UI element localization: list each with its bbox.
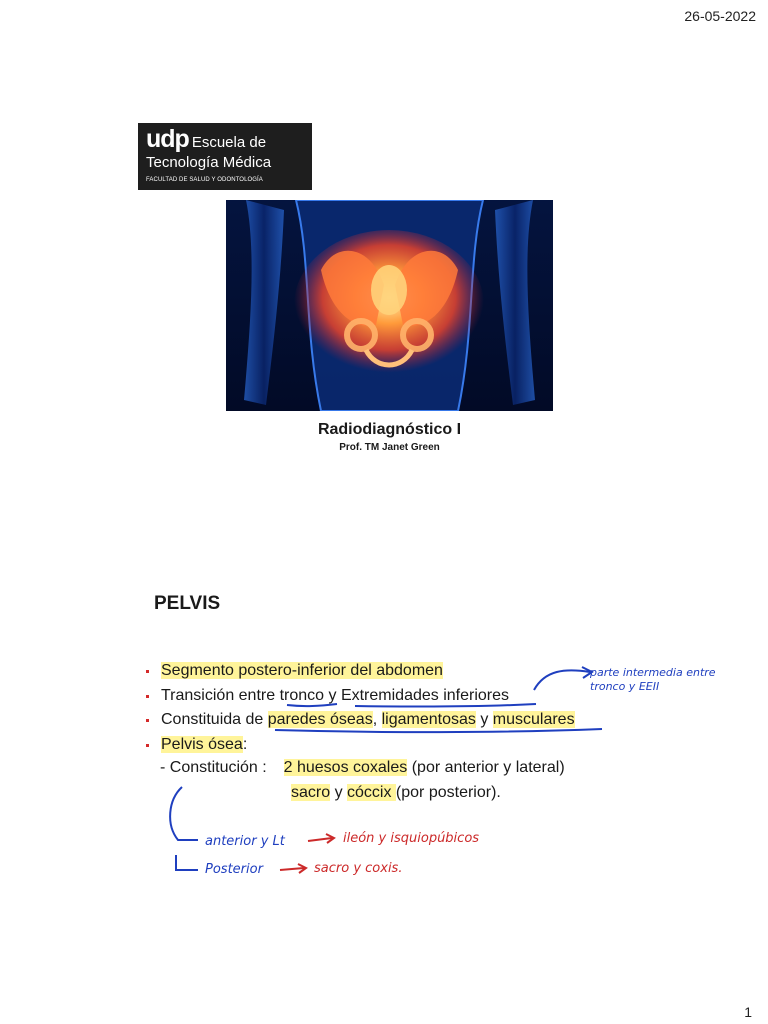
logo-faculty: FACULTAD DE SALUD Y ODONTOLOGÍA — [146, 177, 263, 183]
musculares-term: musculares — [492, 711, 575, 728]
paredes-term: paredes óseas — [267, 711, 373, 728]
pelvis-osea-term: Pelvis ósea — [161, 735, 243, 753]
course-title: Radiodiagnóstico I — [317, 421, 462, 438]
side-note-1: parte intermedia entre — [590, 666, 716, 679]
posterior-note: (por posterior). — [395, 784, 501, 801]
coxales-term: 2 huesos coxales — [283, 759, 408, 776]
pelvis-osea-colon: : — [242, 735, 248, 753]
y-sep: y — [475, 711, 493, 728]
bullet-transicion — [146, 685, 746, 710]
note-posterior: Posterior — [205, 862, 263, 877]
logo-school-line2: Tecnología Médica — [146, 154, 272, 171]
note-posterior-result: sacro y coxis. — [314, 861, 403, 876]
side-note-2: tronco y EEII — [590, 680, 660, 693]
sacro-line — [291, 784, 501, 802]
tronco-term: tronco — [279, 686, 325, 704]
bullet-transicion-pre: Transición entre — [161, 686, 280, 704]
constitucion-line — [160, 759, 565, 777]
section-heading: PELVIS — [154, 593, 221, 614]
sacro-y: y — [330, 784, 348, 801]
logo-school-line1: Escuela de — [191, 134, 267, 151]
bullet-segmento-text: Segmento postero-inferior del abdomen — [161, 662, 443, 679]
pelvis-xray-image — [226, 200, 553, 411]
bullet-list — [146, 660, 746, 758]
bullet-transicion-mid: y — [324, 686, 341, 704]
coccix-term: cóccix — [347, 784, 396, 801]
date: 26-05-2022 — [684, 8, 756, 24]
course-author: Prof. TM Janet Green — [339, 442, 440, 453]
university-logo — [138, 123, 312, 190]
comma-sep: , — [372, 711, 382, 728]
sacro-term: sacro — [291, 784, 331, 801]
constitucion-label: - Constitución : — [160, 759, 267, 776]
logo-brand: udp — [146, 125, 189, 153]
page-number: 1 — [744, 1004, 752, 1020]
coxales-note: (por anterior y lateral) — [407, 759, 565, 776]
extremidades-term: Extremidades inferiores — [340, 686, 510, 704]
bullet-pelvis-osea — [146, 734, 746, 759]
ligamentosas-term: ligamentosas — [381, 711, 476, 728]
note-anterior: anterior y Lt — [205, 834, 285, 849]
bracket-curve — [170, 787, 198, 840]
note-anterior-result: ileón y isquiopúbicos — [343, 831, 480, 846]
bullet-constituida — [146, 709, 746, 734]
bullet-constituida-pre: Constituida de — [161, 711, 268, 728]
bullet-segmento — [146, 660, 746, 685]
